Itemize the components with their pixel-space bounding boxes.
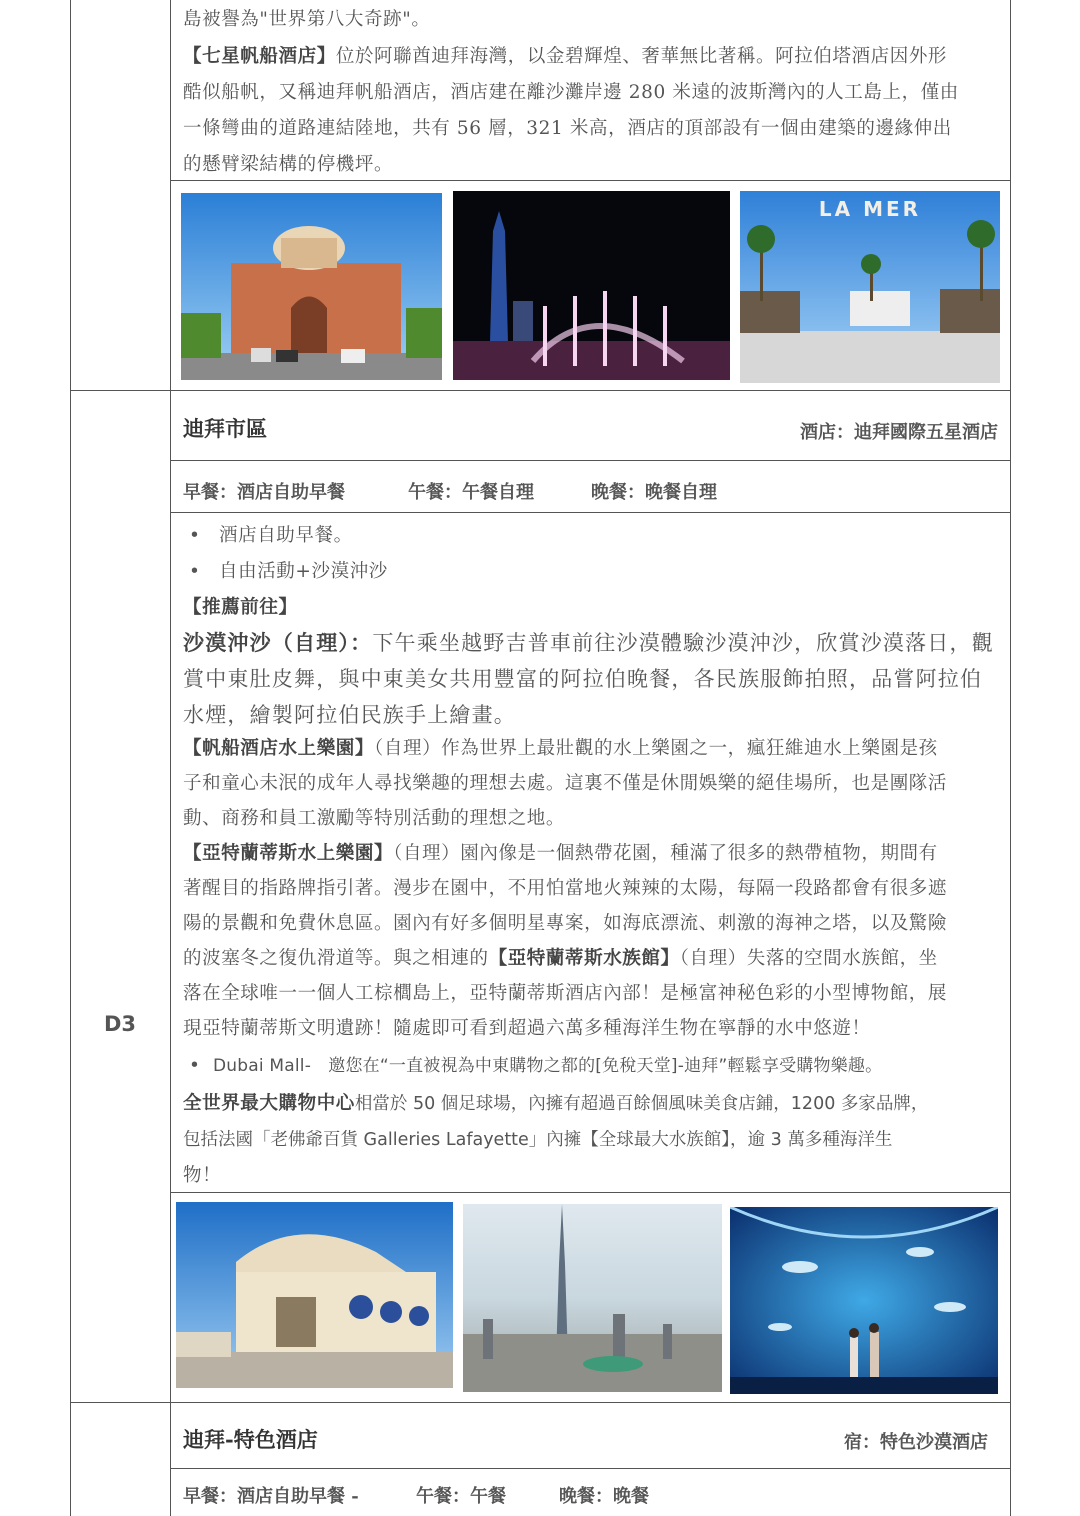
d4-meals-row [183, 1482, 649, 1508]
mall-line: 物！ [183, 1165, 222, 1186]
row-divider [170, 512, 1011, 513]
d3-meals-row [183, 478, 717, 504]
desert-line: 賞中東肚皮舞，與中東美女共用豐富的阿拉伯晚餐，各民族服飾拍照，品嘗阿拉伯 [183, 667, 983, 691]
mall-bold: 全世界最大購物中心 [183, 1093, 355, 1114]
table-right-border [1010, 0, 1011, 1516]
d3-hotel: 酒店：迪拜國際五星酒店 [800, 422, 998, 443]
d3-lunch: 午餐：午餐自理 [408, 482, 534, 503]
table-column-divider [170, 0, 171, 1516]
recommend-title: 【推薦前往】 [183, 597, 298, 618]
day-label: D3 [103, 1012, 137, 1036]
burj-al-arab-title: 【七星帆船酒店】 [183, 46, 336, 67]
atlantis-line: 著醒目的指路牌指引著。漫步在園中，不用怕當地火辣辣的太陽，每隔一段路都會有很多遮 [183, 878, 948, 899]
souk-building-photo [176, 1202, 453, 1388]
d3-title: 迪拜市區 [183, 416, 267, 441]
waterpark-line: 【帆船酒店水上樂園】（自理）作為世界上最壯觀的水上樂園之一，瘋狂維迪水上樂園是孩 [183, 738, 938, 759]
bullet-icon: • [189, 525, 201, 546]
table-left-border [70, 0, 71, 1516]
burj-al-arab-line: 一條彎曲的道路連結陸地，共有 56 層，321 米高，酒店的頂部設有一個由建築的邊緣伸出 [183, 118, 952, 139]
atlantis-line: 【亞特蘭蒂斯水上樂園】（自理）園內像是一個熱帶花園，種滿了很多的熱帶植物，期間有 [183, 843, 938, 864]
waterpark-line: 子和童心未泯的成年人尋找樂趣的理想去處。這裏不僅是休閒娛樂的絕佳場所，也是團隊活 [183, 773, 948, 794]
row-divider [170, 460, 1011, 461]
row-divider [70, 390, 1011, 391]
list-item: • 酒店自助早餐。 [183, 518, 1003, 554]
row-divider [170, 1468, 1011, 1469]
atlantis-line: 落在全球唯一一個人工棕櫚島上，亞特蘭蒂斯酒店內部！是極富神秘色彩的小型博物館，展 [183, 983, 948, 1004]
waterpark-title: 【帆船酒店水上樂園】 [183, 738, 375, 759]
aquarium-title: 【亞特蘭蒂斯水族館】 [488, 948, 680, 969]
d4-title: 迪拜-特色酒店 [183, 1427, 318, 1452]
waterpark-line: 動、商務和員工激勵等特別活動的理想之地。 [183, 808, 566, 829]
burj-al-arab-line: 【七星帆船酒店】位於阿聯酋迪拜海灣，以金碧輝煌、奢華無比著稱。阿拉伯塔酒店因外形 [183, 46, 948, 67]
mall-line: • Dubai Mall- 邀您在“一直被視為中東購物之都的[免稅天堂]-迪拜”輕鬆享受購物樂趣。 [183, 1048, 1003, 1085]
row-divider [70, 1402, 1011, 1403]
intro-line: 島被譽為"世界第八大奇跡"。 [183, 9, 431, 30]
d4-breakfast: 早餐：酒店自助早餐 - [183, 1486, 359, 1507]
d4-dinner: 晚餐：晚餐 [559, 1486, 649, 1507]
d3-breakfast: 早餐：酒店自助早餐 [183, 482, 345, 503]
d3-dinner: 晚餐：晚餐自理 [591, 482, 717, 503]
atlantis-line: 陽的景觀和免費休息區。園內有好多個明星專案，如海底漂流、刺激的海神之塔，以及驚險 [183, 913, 948, 934]
la-mer-sign-text: LA MER [818, 197, 922, 221]
dubai-fountain-photo [453, 191, 730, 380]
la-mer-photo [740, 191, 1000, 383]
d4-hotel: 宿：特色沙漠酒店 [844, 1432, 988, 1453]
atlantis-title: 【亞特蘭蒂斯水上樂園】 [183, 843, 394, 864]
d4-lunch: 午餐：午餐 [416, 1486, 506, 1507]
aquarium-photo [730, 1207, 998, 1394]
atlantis-line: 現亞特蘭蒂斯文明遺跡！隨處即可看到超過六萬多種海洋生物在寧靜的水中悠遊！ [183, 1018, 871, 1039]
mall-line: 包括法國「老佛爺百貨 Galleries Lafayette」內擁【全球最大水族館】，逾 3 萬多種海洋生 [183, 1130, 893, 1150]
bullet-icon: • [189, 561, 201, 582]
mall-line: 全世界最大購物中心相當於 50 個足球場，內擁有超過百餘個風味美食店鋪，1200 多家品牌， [183, 1093, 929, 1114]
desert-title: 沙漠沖沙（自理）： [183, 630, 373, 655]
emirates-palace-photo [181, 193, 442, 380]
list-item: • 自由活動+沙漠沖沙 [183, 554, 1003, 590]
burj-khalifa-photo [463, 1204, 722, 1392]
desert-line: 水煙，繪製阿拉伯民族手上繪畫。 [183, 703, 516, 727]
atlantis-line: 的波塞冬之復仇滑道等。與之相連的【亞特蘭蒂斯水族館】（自理）失落的空間水族館，坐 [183, 948, 938, 969]
desert-line: 沙漠沖沙（自理）：下午乘坐越野吉普車前往沙漠體驗沙漠沖沙，欣賞沙漠落日，觀 [183, 630, 994, 655]
bullet-icon: • [189, 1055, 201, 1076]
burj-al-arab-line: 的懸臂梁結構的停機坪。 [183, 154, 394, 175]
burj-al-arab-line: 酷似船帆，又稱迪拜帆船酒店，酒店建在離沙灘岸邊 280 米遠的波斯灣內的人工島上，僅由 [183, 82, 959, 103]
